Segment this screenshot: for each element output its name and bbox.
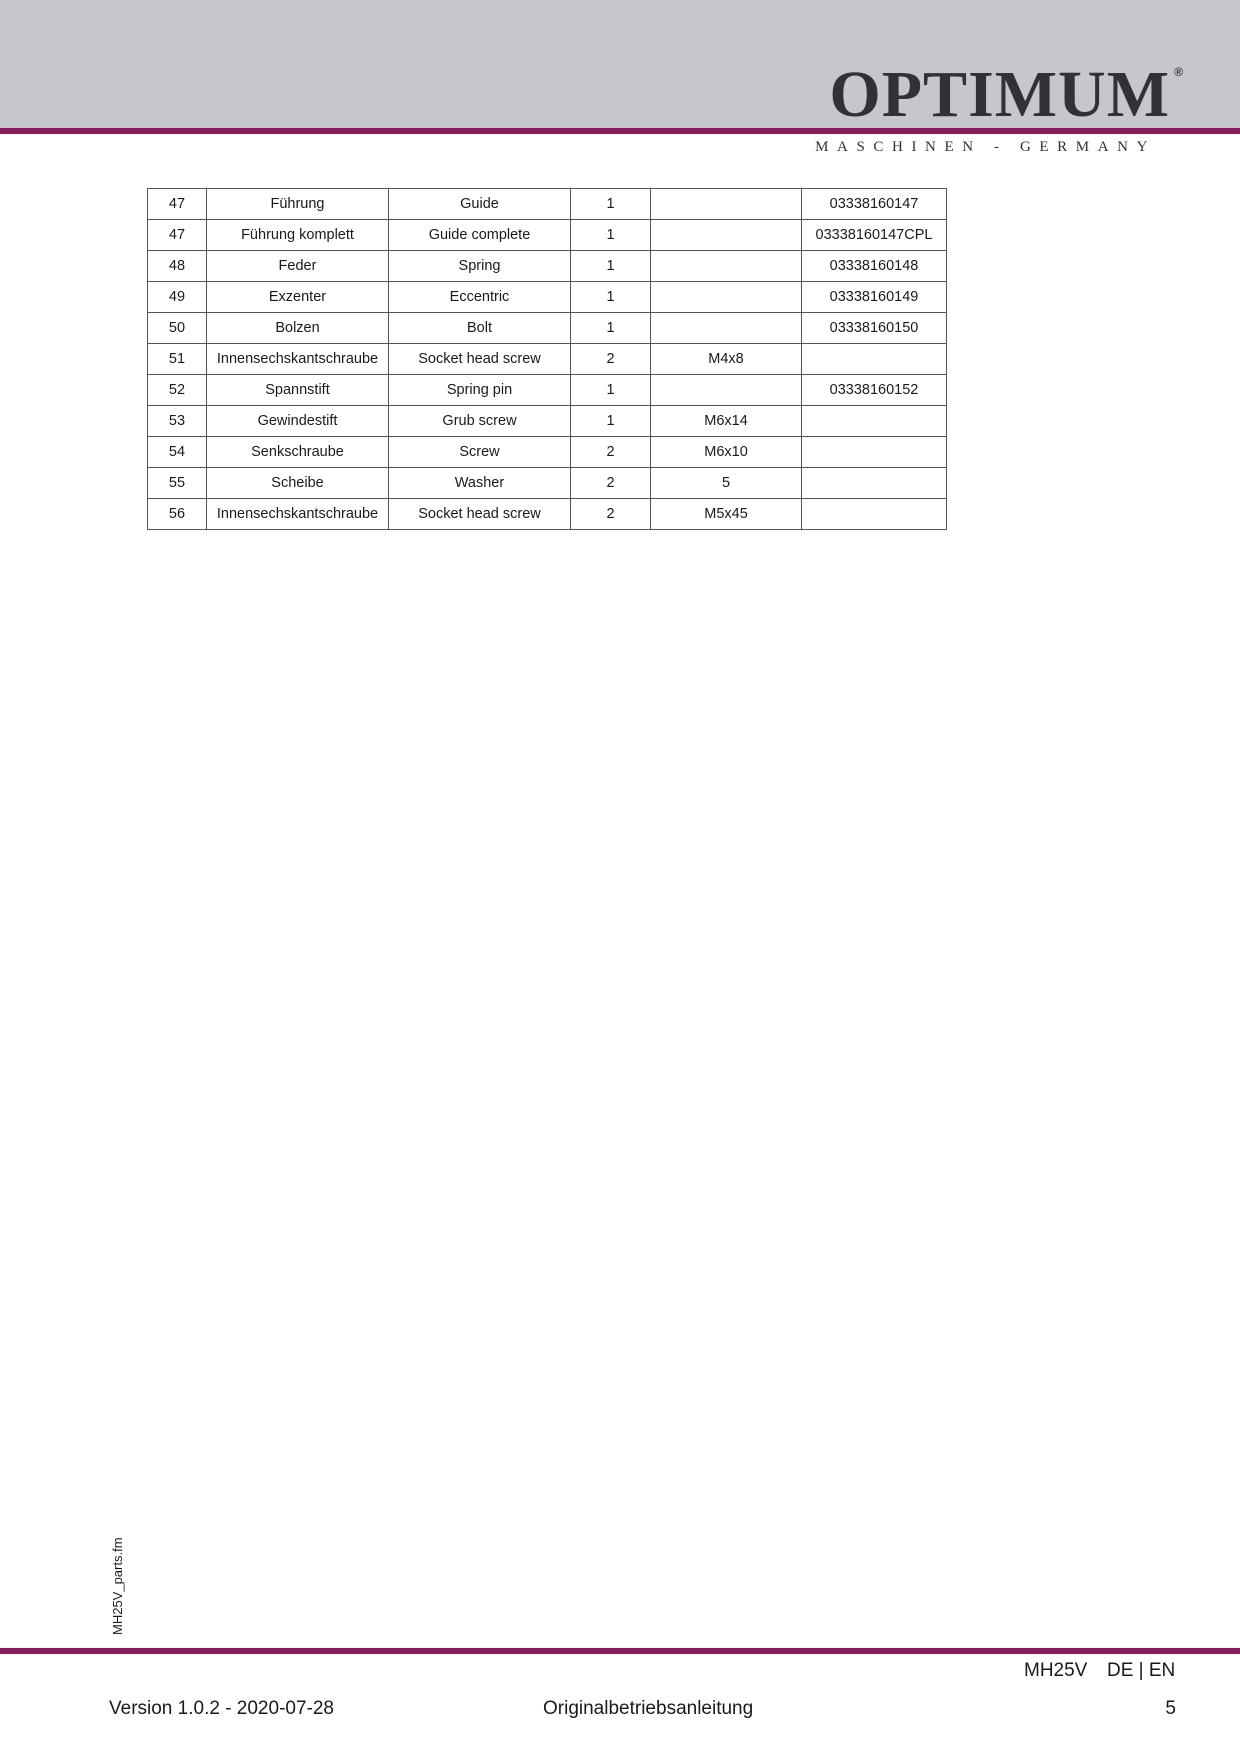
- position-cell: 48: [148, 251, 207, 282]
- position-cell: 50: [148, 313, 207, 344]
- parts-table: [147, 188, 947, 530]
- size-cell: M5x45: [651, 499, 802, 530]
- position-cell: 49: [148, 282, 207, 313]
- position-cell: 47: [148, 189, 207, 220]
- table-row: [148, 499, 947, 530]
- name-en-cell: Screw: [389, 437, 571, 468]
- table-row: [148, 406, 947, 437]
- article-number-cell: [802, 344, 947, 375]
- name-de-cell: Führung komplett: [207, 220, 389, 251]
- name-en-cell: Eccentric: [389, 282, 571, 313]
- quantity-cell: 1: [571, 375, 651, 406]
- size-cell: M6x10: [651, 437, 802, 468]
- quantity-cell: 1: [571, 406, 651, 437]
- name-de-cell: Senkschraube: [207, 437, 389, 468]
- quantity-cell: 2: [571, 344, 651, 375]
- article-number-cell: [802, 468, 947, 499]
- table-row: [148, 344, 947, 375]
- table-row: [148, 468, 947, 499]
- quantity-cell: 2: [571, 499, 651, 530]
- name-de-cell: Scheibe: [207, 468, 389, 499]
- table-row: [148, 375, 947, 406]
- position-cell: 56: [148, 499, 207, 530]
- name-de-cell: Feder: [207, 251, 389, 282]
- quantity-cell: 1: [571, 313, 651, 344]
- page-number: 5: [1165, 1698, 1176, 1719]
- article-number-cell: [802, 437, 947, 468]
- name-en-cell: Spring pin: [389, 375, 571, 406]
- name-en-cell: Socket head screw: [389, 344, 571, 375]
- footer-version: Version 1.0.2 - 2020-07-28: [109, 1698, 334, 1719]
- footer-accent-rule: [0, 1648, 1240, 1654]
- name-de-cell: Innensechskantschraube: [207, 344, 389, 375]
- logo-registered-mark: ®: [1174, 65, 1184, 79]
- logo-subtitle: MASCHINEN - GERMANY: [815, 139, 1156, 155]
- name-en-cell: Guide complete: [389, 220, 571, 251]
- position-cell: 55: [148, 468, 207, 499]
- name-en-cell: Guide: [389, 189, 571, 220]
- position-cell: 53: [148, 406, 207, 437]
- article-number-cell: 03338160152: [802, 375, 947, 406]
- article-number-cell: [802, 406, 947, 437]
- quantity-cell: 1: [571, 189, 651, 220]
- footer-languages: DE | EN: [1107, 1660, 1176, 1681]
- position-cell: 52: [148, 375, 207, 406]
- quantity-cell: 1: [571, 282, 651, 313]
- table-row: [148, 282, 947, 313]
- size-cell: [651, 313, 802, 344]
- brand-logo: [829, 58, 1184, 131]
- logo-text: OPTIMUM: [829, 58, 1170, 131]
- article-number-cell: 03338160148: [802, 251, 947, 282]
- table-row: [148, 251, 947, 282]
- name-de-cell: Innensechskantschraube: [207, 499, 389, 530]
- name-en-cell: Spring: [389, 251, 571, 282]
- name-de-cell: Exzenter: [207, 282, 389, 313]
- article-number-cell: 03338160147: [802, 189, 947, 220]
- quantity-cell: 1: [571, 251, 651, 282]
- article-number-cell: 03338160150: [802, 313, 947, 344]
- article-number-cell: 03338160149: [802, 282, 947, 313]
- footer-document-title: Originalbetriebsanleitung: [543, 1698, 754, 1719]
- name-en-cell: Grub screw: [389, 406, 571, 437]
- quantity-cell: 2: [571, 468, 651, 499]
- name-en-cell: Washer: [389, 468, 571, 499]
- name-en-cell: Bolt: [389, 313, 571, 344]
- size-cell: M4x8: [651, 344, 802, 375]
- size-cell: [651, 375, 802, 406]
- table-row: [148, 220, 947, 251]
- name-de-cell: Spannstift: [207, 375, 389, 406]
- table-row: [148, 437, 947, 468]
- name-de-cell: Bolzen: [207, 313, 389, 344]
- logo-wordmark: [829, 58, 1184, 131]
- name-de-cell: Führung: [207, 189, 389, 220]
- position-cell: 54: [148, 437, 207, 468]
- size-cell: 5: [651, 468, 802, 499]
- file-name-label: MH25V_parts.fm: [110, 1537, 125, 1635]
- size-cell: M6x14: [651, 406, 802, 437]
- table-row: [148, 313, 947, 344]
- article-number-cell: 03338160147CPL: [802, 220, 947, 251]
- size-cell: [651, 220, 802, 251]
- position-cell: 51: [148, 344, 207, 375]
- size-cell: [651, 251, 802, 282]
- name-de-cell: Gewindestift: [207, 406, 389, 437]
- size-cell: [651, 189, 802, 220]
- quantity-cell: 1: [571, 220, 651, 251]
- parts-table-body: [148, 189, 947, 530]
- article-number-cell: [802, 499, 947, 530]
- position-cell: 47: [148, 220, 207, 251]
- name-en-cell: Socket head screw: [389, 499, 571, 530]
- size-cell: [651, 282, 802, 313]
- footer-model: MH25V: [1024, 1660, 1088, 1681]
- quantity-cell: 2: [571, 437, 651, 468]
- table-row: [148, 189, 947, 220]
